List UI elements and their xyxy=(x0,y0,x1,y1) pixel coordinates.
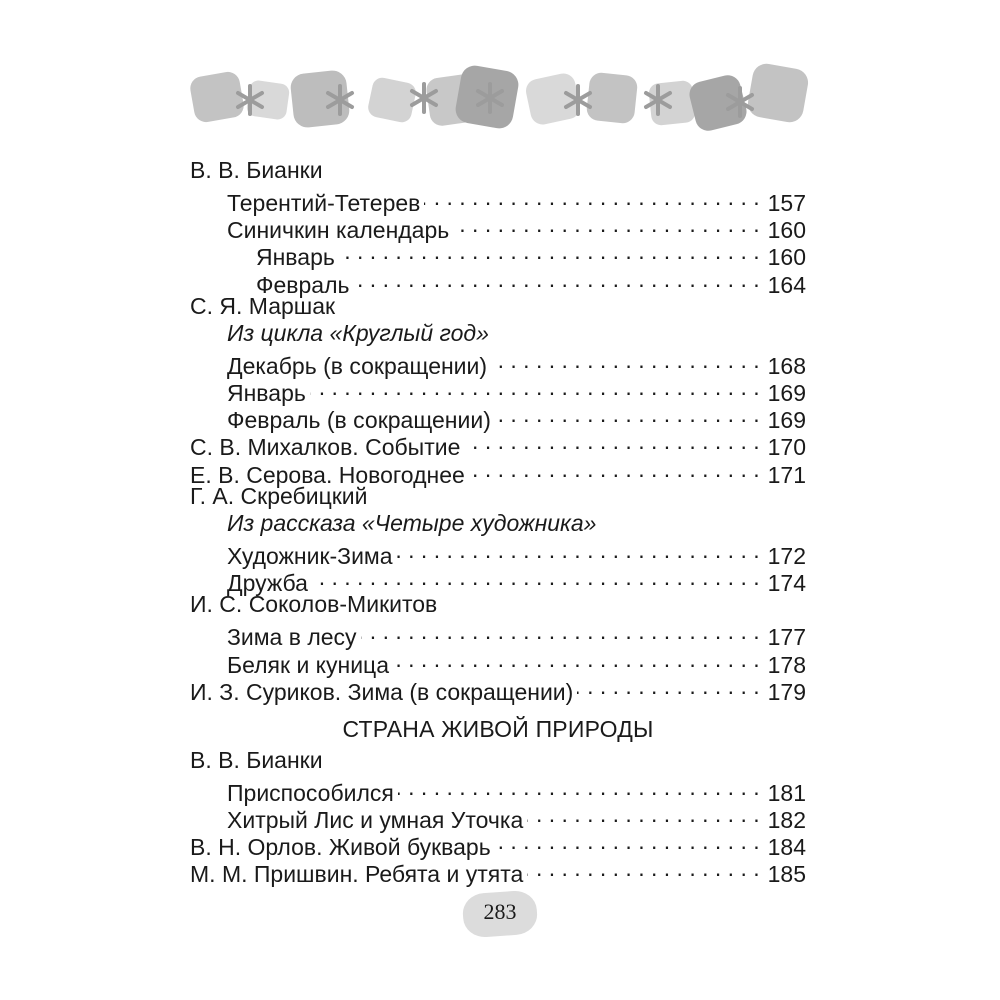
entry-title: Февраль xyxy=(256,272,353,299)
toc-entry[interactable] xyxy=(190,801,806,834)
toc-entry[interactable] xyxy=(190,618,806,651)
section-heading: СТРАНА ЖИВОЙ ПРИРОДЫ xyxy=(342,715,654,742)
entry-page: 160 xyxy=(760,217,806,244)
entry-page: 157 xyxy=(760,190,806,217)
entry-page: 182 xyxy=(760,807,806,834)
toc-entry[interactable] xyxy=(190,374,806,407)
dot-leader xyxy=(393,646,760,673)
entry-title: Терентий-Тетерев xyxy=(227,190,424,217)
dot-leader xyxy=(464,428,759,455)
entry-title: С. В. Михалков. Событие xyxy=(190,434,464,461)
decorative-snowflake-border xyxy=(180,60,820,140)
author-name: В. В. Бианки xyxy=(190,157,323,183)
entry-title: Декабрь (в сокращении) xyxy=(227,353,491,380)
entry-title: Зима в лесу xyxy=(227,624,361,651)
toc-entry[interactable] xyxy=(190,537,806,569)
toc-entry[interactable] xyxy=(190,828,806,861)
page-number-badge xyxy=(463,892,537,936)
entry-title: Е. В. Серова. Новогоднее xyxy=(190,462,469,489)
entry-page: 172 xyxy=(760,543,806,570)
entry-title: Беляк и куница xyxy=(227,652,393,679)
entry-page: 179 xyxy=(760,679,806,706)
entry-page: 177 xyxy=(760,624,806,651)
story-title: Из рассказа «Четыре художника» xyxy=(227,509,597,536)
ornament-square xyxy=(586,72,639,125)
toc-entry[interactable] xyxy=(190,428,806,461)
dot-leader xyxy=(527,855,759,882)
toc-author xyxy=(190,483,806,510)
dot-leader xyxy=(339,238,760,265)
toc-entry[interactable] xyxy=(190,456,806,488)
cycle-title: Из цикла «Круглый год» xyxy=(227,319,489,346)
toc-entry[interactable] xyxy=(190,184,806,217)
entry-title: Синичкин календарь xyxy=(227,217,453,244)
ornament-square xyxy=(366,76,417,124)
toc-entry[interactable] xyxy=(190,211,806,244)
entry-title: М. М. Пришвин. Ребята и утята xyxy=(190,861,527,888)
toc-author xyxy=(190,591,806,618)
entry-page: 178 xyxy=(760,652,806,679)
dot-leader xyxy=(397,537,760,564)
dot-leader xyxy=(527,801,759,828)
entry-page: 170 xyxy=(760,434,806,461)
dot-leader xyxy=(469,456,760,483)
entry-title: Приспособился xyxy=(227,780,398,807)
toc-entry[interactable] xyxy=(190,347,806,379)
dot-leader xyxy=(424,184,759,211)
page-number: 283 xyxy=(483,899,517,924)
entry-page: 174 xyxy=(760,570,806,597)
toc-entry[interactable] xyxy=(190,673,806,705)
entry-page: 169 xyxy=(760,407,806,434)
toc-story-heading xyxy=(190,510,806,537)
dot-leader xyxy=(361,618,760,645)
entry-page: 168 xyxy=(760,353,806,380)
dot-leader xyxy=(312,564,760,591)
toc-author xyxy=(190,293,806,320)
dot-leader xyxy=(491,347,760,374)
dot-leader xyxy=(310,374,760,401)
author-name: В. В. Бианки xyxy=(190,746,323,773)
table-of-contents xyxy=(190,157,806,888)
author-name: С. Я. Маршак xyxy=(190,292,336,319)
toc-entry[interactable] xyxy=(190,238,806,271)
toc-author xyxy=(190,747,806,774)
dot-leader xyxy=(577,673,759,700)
toc-cycle-heading xyxy=(190,320,806,347)
entry-title: Хитрый Лис и умная Уточка xyxy=(227,807,527,834)
entry-page: 171 xyxy=(760,462,806,489)
toc-entry[interactable] xyxy=(190,855,806,888)
ornament-square xyxy=(746,62,811,125)
dot-leader xyxy=(398,774,760,801)
entry-title: Художник-Зима xyxy=(227,543,397,570)
author-name: И. С. Соколов-Микитов xyxy=(190,591,438,618)
entry-title: Январь xyxy=(256,244,339,271)
entry-page: 184 xyxy=(760,834,806,861)
toc-entry[interactable] xyxy=(190,646,806,678)
entry-title: Январь xyxy=(227,380,310,407)
toc-author xyxy=(190,157,806,184)
author-name: Г. А. Скребицкий xyxy=(190,482,368,509)
entry-page: 164 xyxy=(760,272,806,299)
toc-entry[interactable] xyxy=(190,401,806,434)
dot-leader xyxy=(453,211,759,238)
entry-title: И. З. Суриков. Зима (в сокращении) xyxy=(190,679,577,706)
dot-leader xyxy=(495,828,760,855)
toc-entry[interactable] xyxy=(190,564,806,597)
entry-title: Февраль (в сокращении) xyxy=(227,407,495,434)
entry-title: Дружба xyxy=(227,570,312,597)
entry-page: 169 xyxy=(760,380,806,407)
toc-entry[interactable] xyxy=(190,774,806,806)
dot-leader xyxy=(353,266,759,293)
toc-entry[interactable] xyxy=(190,266,806,298)
ornament-square xyxy=(188,70,245,124)
ornament-squares xyxy=(188,62,810,134)
entry-title: В. Н. Орлов. Живой букварь xyxy=(190,834,495,861)
dot-leader xyxy=(495,401,760,428)
entry-page: 181 xyxy=(760,780,806,807)
entry-page: 160 xyxy=(760,244,806,271)
entry-page: 185 xyxy=(760,861,806,888)
